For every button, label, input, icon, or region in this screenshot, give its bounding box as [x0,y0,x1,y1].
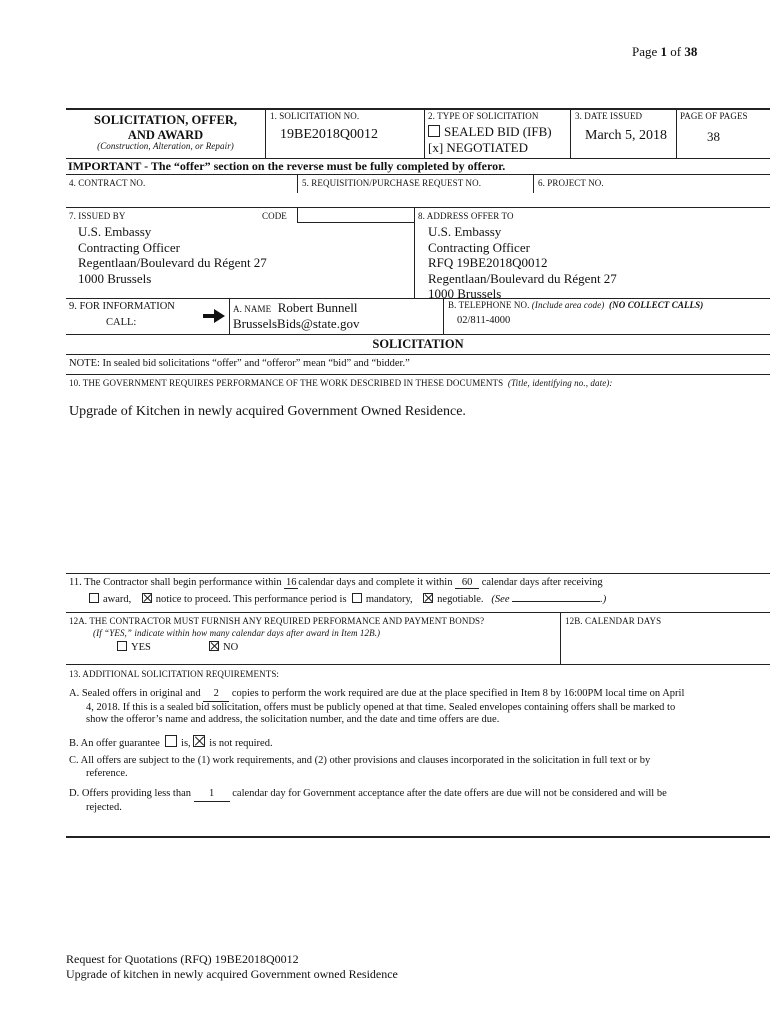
form-title: SOLICITATION, OFFER, AND AWARD [94,113,237,142]
call-label: CALL: [106,317,137,328]
requisition-no-label: 5. REQUISITION/PURCHASE REQUEST NO. [302,178,482,188]
date-issued-label: 3. DATE ISSUED [575,111,643,121]
contact-email[interactable]: BrusselsBids@state.gov [233,316,360,331]
code-label: CODE [262,211,287,221]
mandatory-checkbox[interactable] [352,593,362,603]
notice-to-proceed-checkbox[interactable] [142,593,152,603]
telephone-label: B. TELEPHONE NO. (Include area code) (NO COLLECT CALLS) [448,300,704,310]
address-offer-to: U.S. Embassy Contracting Officer RFQ 19BE2018Q0012 Regentlaan/Boulevard du Régent 27 1000 Brussels [428,224,617,301]
type-of-solicitation-label: 2. TYPE OF SOLICITATION [428,111,539,121]
project-no-label: 6. PROJECT NO. [538,178,604,188]
contract-no-label: 4. CONTRACT NO. [69,178,146,188]
issued-by-label: 7. ISSUED BY [69,211,126,221]
guarantee-is-not-checkbox[interactable] [193,735,205,747]
negotiable-checkbox[interactable] [423,593,433,603]
for-information-label: 9. FOR INFORMATION [69,301,175,312]
item-13a: A. Sealed offers in original and 2 copies to perform the work required are due at the place specified in Item 8 by 16:00PM local time on April 4, 2018. If this is a sealed bid solicitation, offers must be publicly opened at that time. Sealed envelopes containing offers shall be marked to show the offeror’s name and address, the solicitation number, and the date and time offers are due. [69,688,685,725]
bonds-yes-checkbox[interactable] [117,641,127,651]
bonds-no-option[interactable]: NO [209,641,238,653]
contact-name: A. NAME Robert Bunnell [233,300,358,315]
item-11-line-1: 11. The Contractor shall begin performance within 16 calendar days and complete it within 60 calendar days after receiving [69,577,603,588]
issued-by-address: U.S. Embassy Contracting Officer Regentlaan/Boulevard du Régent 27 1000 Brussels [78,224,267,286]
item-11-line-2: award, notice to proceed. This performance period is mandatory, negotiable. (See .) [89,593,606,605]
bonds-no-checkbox[interactable] [209,641,219,651]
item-12b-label: 12B. CALENDAR DAYS [565,616,662,626]
item-12a-note: (If “YES,” indicate within how many calendar days after award in Item 12B.) [93,628,381,638]
sealed-bid-option[interactable]: SEALED BID (IFB) [428,124,552,140]
telephone-value: 02/811-4000 [457,315,511,326]
page-number: Page 1 of 38 [632,44,698,59]
solicitation-heading: SOLICITATION [372,337,464,351]
item-10-label: 10. THE GOVERNMENT REQUIRES PERFORMANCE OF THE WORK DESCRIBED IN THESE DOCUMENTS (Title, identifying no., date): [69,378,613,388]
sealed-bid-note: NOTE: In sealed bid solicitations “offer” and “offeror” mean “bid” and “bidder.” [69,358,410,369]
page-of-pages-label: PAGE OF PAGES [680,111,748,121]
solicitation-no-label: 1. SOLICITATION NO. [270,111,360,121]
item-13b: B. An offer guarantee is, is not required. [69,735,273,749]
award-checkbox[interactable] [89,593,99,603]
work-description: Upgrade of Kitchen in newly acquired Government Owned Residence. [69,404,466,419]
item-12a-label: 12A. THE CONTRACTOR MUST FURNISH ANY REQUIRED PERFORMANCE AND PAYMENT BONDS? [69,616,485,626]
page-footer: Request for Quotations (RFQ) 19BE2018Q0012 Upgrade of kitchen in newly acquired Government owned Residence [66,952,398,981]
bonds-yes-option[interactable]: YES [117,641,151,653]
date-issued-value: March 5, 2018 [585,128,668,143]
item-13d: D. Offers providing less than 1 calendar day for Government acceptance after the date offers are due will not be considered and will be rejected. [69,788,667,813]
address-offer-label: 8. ADDRESS OFFER TO [418,211,514,221]
form-subtitle: (Construction, Alteration, or Repair) [97,141,234,151]
solicitation-no-value: 19BE2018Q0012 [280,127,378,142]
arrow-right-icon [203,309,225,323]
guarantee-is-checkbox[interactable] [165,735,177,747]
negotiated-option: [x] NEGOTIATED [428,140,529,155]
sealed-bid-checkbox[interactable] [428,125,440,137]
page-of-pages-value: 38 [707,129,720,144]
item-13-label: 13. ADDITIONAL SOLICITATION REQUIREMENTS: [69,669,280,679]
item-13c: C. All offers are subject to the (1) work requirements, and (2) other provisions and clauses incorporated in the solicitation in full text or by reference. [69,755,651,779]
important-notice: IMPORTANT - The “offer” section on the reverse must be fully completed by offeror. [68,159,506,173]
